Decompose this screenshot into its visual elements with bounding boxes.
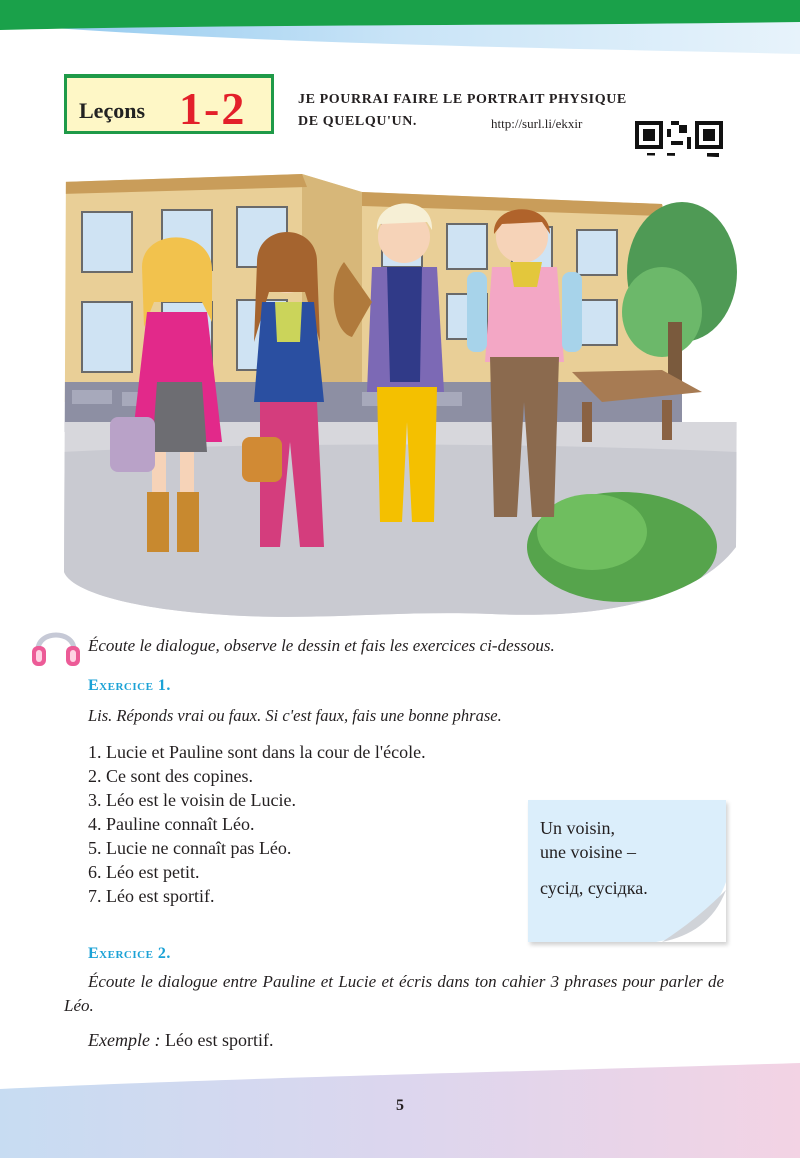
note-line-1: Un voisin, [540, 818, 616, 838]
lesson-number: 1-2 [179, 83, 247, 134]
statement-item: 4. Pauline connaît Léo. [88, 814, 255, 834]
example-sentence [88, 1030, 273, 1051]
statement-item: 7. Léo est sportif. [88, 886, 215, 906]
page-number: 5 [396, 1097, 404, 1114]
statement-item: 6. Léo est petit. [88, 862, 200, 882]
lesson-label: Leçons [79, 98, 145, 123]
objective-line-1: JE POURRAI FAIRE LE PORTRAIT PHYSIQUE [298, 92, 627, 107]
objective-line-2: DE QUELQU'UN. [298, 114, 418, 129]
statement-item: 3. Léo est le voisin de Lucie. [88, 790, 296, 810]
statement-item: 2. Ce sont des copines. [88, 766, 253, 786]
statement-item: 5. Lucie ne connaît pas Léo. [88, 838, 292, 858]
resource-link[interactable]: http://surl.li/ekxir [491, 116, 583, 131]
example-label: Exemple : [88, 1030, 161, 1050]
note-translation: сусід, сусідка. [540, 878, 648, 898]
headphones-icon[interactable] [28, 616, 84, 672]
schoolyard-illustration [62, 152, 738, 622]
lesson-badge [64, 74, 274, 134]
top-decorative-band [0, 0, 800, 70]
vocabulary-note [528, 800, 726, 942]
exercise-1-instruction: Lis. Réponds vrai ou faux. Si c'est faux, fais une bonne phrase. [88, 706, 502, 725]
note-line-2: une voisine – [540, 842, 636, 862]
example-text: Léo est sportif. [164, 1030, 274, 1050]
exercise-2-instruction: Écoute le dialogue entre Pauline et Lucie et écris dans ton cahier 3 phrases pour parler de Léo. [64, 972, 724, 1015]
exercise-1-statements [88, 740, 426, 908]
listening-instruction: Écoute le dialogue, observe le dessin et fais les exercices ci-dessous. [88, 636, 555, 655]
statement-item: 1. Lucie et Pauline sont dans la cour de l'école. [88, 742, 426, 762]
page-curl-icon [656, 882, 726, 942]
exercise-1-title: Exercice 1. [88, 677, 171, 694]
exercise-2-title: Exercice 2. [88, 945, 171, 962]
